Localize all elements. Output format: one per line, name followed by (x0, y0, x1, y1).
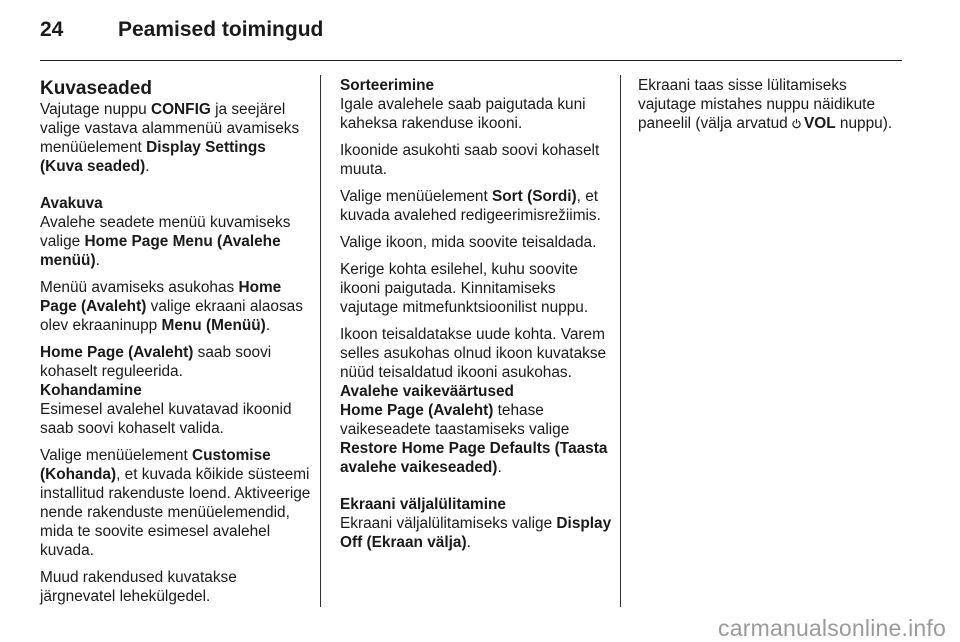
text: Ekraani väljalülitamiseks valige (340, 515, 557, 532)
page-title: Peamised toimingud (118, 18, 324, 41)
paragraph (40, 278, 312, 335)
column-1 (40, 76, 312, 614)
menu-item-ref: Home Page Menu (Avalehe menüü) (40, 233, 281, 269)
intro-paragraph (40, 100, 312, 176)
text: , et kuvada kõikide süsteemi installitud rakenduste loend. Aktiveerige nende rakenduste menüüelemendid, mida te soovite esimesel avalehel kuvada. (40, 466, 311, 559)
section-heading-kuvaseaded: Kuvaseaded (40, 78, 152, 99)
paragraph: Ikoon teisaldatakse uude kohta. Varem selles asukohas olnud ikoon kuvatakse nüüd teisaldatud ikooni asukohas. (340, 326, 607, 381)
paragraph: Kerige kohta esilehel, kuhu soovite ikooni paigutada. Kinnitamiseks vajutage mitmefunktsioonilist nuppu. (340, 261, 589, 316)
text: Ekraani taas sisse lülitamiseks vajutage mistahes nuppu näidikute paneelil (välja arvatud (638, 77, 876, 132)
header-divider (40, 60, 902, 61)
paragraph (40, 343, 312, 381)
watermark: carmanualsonline.info (718, 615, 946, 641)
paragraph (340, 514, 612, 552)
menu-item-ref: Home Page (Avaleht) (40, 279, 282, 315)
menu-item-ref: Sort (Sordi) (492, 188, 577, 205)
text: nuppu). (835, 115, 893, 132)
text: Avalehe seadete menüü kuvamiseks valige (40, 214, 291, 250)
text: . (95, 252, 100, 269)
text: . (145, 158, 150, 175)
paragraph: Igale avalehele saab paigutada kuni kaheksa rakenduse ikooni. (340, 96, 586, 132)
menu-item-ref: Display Off (Ekraan välja) (340, 515, 612, 551)
column-divider (620, 75, 621, 607)
text: . (466, 534, 471, 551)
subheading-ekraani-valjalulitamine: Ekraani väljalülitamine (340, 496, 506, 513)
column-2 (340, 76, 612, 560)
column-3 (638, 76, 906, 141)
menu-item-ref: Customise (Kohanda) (40, 447, 271, 483)
paragraph (638, 76, 906, 133)
paragraph: Valige ikoon, mida soovite teisaldada. (340, 234, 597, 251)
text: saab soovi kohaselt reguleerida. (40, 344, 272, 380)
text: tehase vaikeseadete taastamiseks valige (340, 402, 570, 438)
menu-item-ref: Restore Home Page Defaults (Taasta avalehe vaikeseaded) (340, 440, 608, 476)
text: , et kuvada avalehed redigeerimisrežiimis. (340, 188, 601, 224)
paragraph: Ikoonide asukohti saab soovi kohaselt muuta. (340, 142, 600, 178)
column-divider (320, 75, 321, 607)
text: ja seejärel valige vastava alammenüü avamiseks menüüelement (40, 101, 300, 156)
text: valige ekraani alaosas olev ekraaninupp (40, 298, 303, 334)
power-icon (792, 118, 801, 129)
subheading-sorteerimine: Sorteerimine (340, 77, 435, 94)
text: Menüü avamiseks asukohas (40, 279, 239, 296)
page-number: 24 (40, 18, 64, 41)
subheading-avakuva: Avakuva (40, 195, 103, 212)
paragraph (340, 187, 612, 225)
subheading-avalehe-vaikevaartused: Avalehe vaikeväärtused (340, 383, 514, 400)
paragraph (40, 446, 312, 560)
paragraph (340, 401, 612, 477)
vol-button-ref: VOL (804, 115, 836, 132)
menu-item-ref: Menu (Menüü) (161, 317, 266, 334)
config-button-ref: CONFIG (150, 101, 211, 118)
menu-item-ref: Home Page (Avaleht) (340, 402, 494, 419)
subheading-kohandamine: Kohandamine (40, 382, 142, 399)
display-settings-ref: Display Settings (Kuva seaded) (40, 139, 266, 175)
menu-item-ref: Home Page (Avaleht) (40, 344, 194, 361)
paragraph: Muud rakendused kuvatakse järgnevatel lehekülgedel. (40, 569, 237, 605)
text: Vajutage nuppu (40, 101, 151, 118)
text: Valige menüüelement (340, 188, 493, 205)
text: Valige menüüelement (40, 447, 193, 464)
paragraph: Esimesel avalehel kuvatavad ikoonid saab soovi kohaselt valida. (40, 401, 292, 437)
paragraph (40, 213, 312, 270)
text: . (265, 317, 271, 334)
text: . (497, 459, 502, 476)
